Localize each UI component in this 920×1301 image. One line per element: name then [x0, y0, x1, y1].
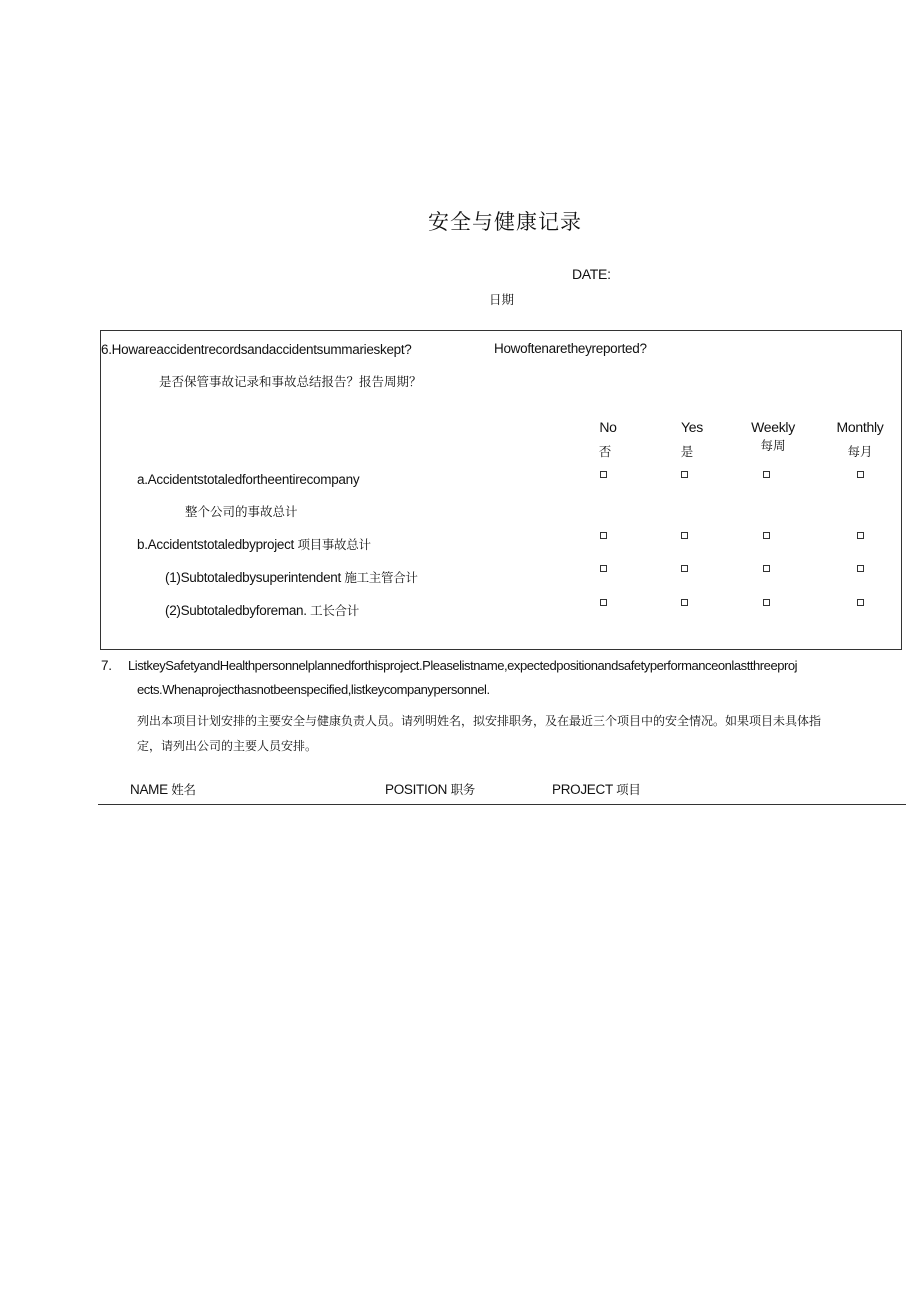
- header-project-zh: 项目: [616, 782, 641, 797]
- row-b-label-en: b.Accidentstotaledbyproject: [137, 537, 294, 552]
- header-name: [130, 780, 196, 798]
- row-b-monthly-checkbox[interactable]: [857, 532, 864, 539]
- row-b-no-checkbox[interactable]: [600, 532, 607, 539]
- header-position: [385, 780, 475, 798]
- date-label: DATE:: [572, 266, 611, 282]
- row-2-weekly-checkbox[interactable]: [763, 599, 770, 606]
- row-1-label-en: (1)Subtotaledbysuperintendent: [165, 570, 341, 585]
- header-position-en: POSITION: [385, 782, 448, 797]
- col-monthly: Monthly: [836, 419, 884, 435]
- row-2-monthly-checkbox[interactable]: [857, 599, 864, 606]
- col-no: No: [599, 419, 617, 435]
- row-1-monthly-checkbox[interactable]: [857, 565, 864, 572]
- q6-question-frequency: Howoftenaretheyreported?: [494, 341, 647, 356]
- row-1-label-zh: 施工主管合计: [344, 570, 418, 585]
- col-weekly: Weekly: [751, 419, 795, 435]
- row-2-yes-checkbox[interactable]: [681, 599, 688, 606]
- header-project-en: PROJECT: [552, 782, 613, 797]
- row-a-weekly-checkbox[interactable]: [763, 471, 770, 478]
- col-monthly-zh: 每月: [847, 444, 873, 459]
- header-project: [552, 780, 641, 798]
- q7-zh-line2: 定，请列出公司的主要人员安排。: [137, 739, 318, 753]
- col-yes: Yes: [681, 419, 703, 435]
- header-name-zh: 姓名: [171, 782, 196, 797]
- row-b-weekly-checkbox[interactable]: [763, 532, 770, 539]
- q7-zh-line1: 列出本项目计划安排的主要安全与健康负责人员。请列明姓名，拟安排职务，及在最近三个项目中的安全情况。如果项目未具体指: [137, 714, 822, 728]
- row-b-label: [137, 535, 371, 553]
- q6-question: 6.Howareaccidentrecordsandaccidentsummarieskept?: [101, 342, 412, 357]
- header-position-zh: 职务: [450, 782, 475, 797]
- row-a-monthly-checkbox[interactable]: [857, 471, 864, 478]
- row-2-no-checkbox[interactable]: [600, 599, 607, 606]
- page-title: 安全与健康记录: [428, 210, 582, 234]
- row-b-label-zh: 项目事故总计: [297, 537, 371, 552]
- row-1-label: [165, 568, 418, 586]
- q7-number: 7.: [101, 658, 112, 673]
- col-no-zh: 否: [598, 444, 612, 459]
- row-a-no-checkbox[interactable]: [600, 471, 607, 478]
- row-2-label-zh: 工长合计: [310, 603, 359, 618]
- col-weekly-zh: 每周: [760, 438, 786, 453]
- row-a-yes-checkbox[interactable]: [681, 471, 688, 478]
- header-name-en: NAME: [130, 782, 168, 797]
- row-1-no-checkbox[interactable]: [600, 565, 607, 572]
- q6-question-zh: 是否保管事故记录和事故总结报告？报告周期？: [159, 374, 422, 389]
- row-a-label: a.Accidentstotaledfortheentirecompany: [137, 472, 360, 487]
- table-header-rule: [98, 804, 906, 805]
- row-a-label-zh: 整个公司的事故总计: [185, 504, 298, 519]
- date-label-zh: 日期: [489, 292, 515, 307]
- col-yes-zh: 是: [680, 444, 694, 459]
- row-2-label: [165, 601, 359, 619]
- row-2-label-en: (2)Subtotaledbyforeman.: [165, 603, 307, 618]
- row-b-yes-checkbox[interactable]: [681, 532, 688, 539]
- row-1-yes-checkbox[interactable]: [681, 565, 688, 572]
- row-1-weekly-checkbox[interactable]: [763, 565, 770, 572]
- q7-line1: ListkeySafetyandHealthpersonnelplannedforthisproject.Pleaselistname,expectedpositionandsafetyperformanceonlastthreeproj: [128, 658, 798, 673]
- q7-line2: ects.Whenaprojecthasnotbeenspecified,listkeycompanypersonnel.: [137, 682, 490, 697]
